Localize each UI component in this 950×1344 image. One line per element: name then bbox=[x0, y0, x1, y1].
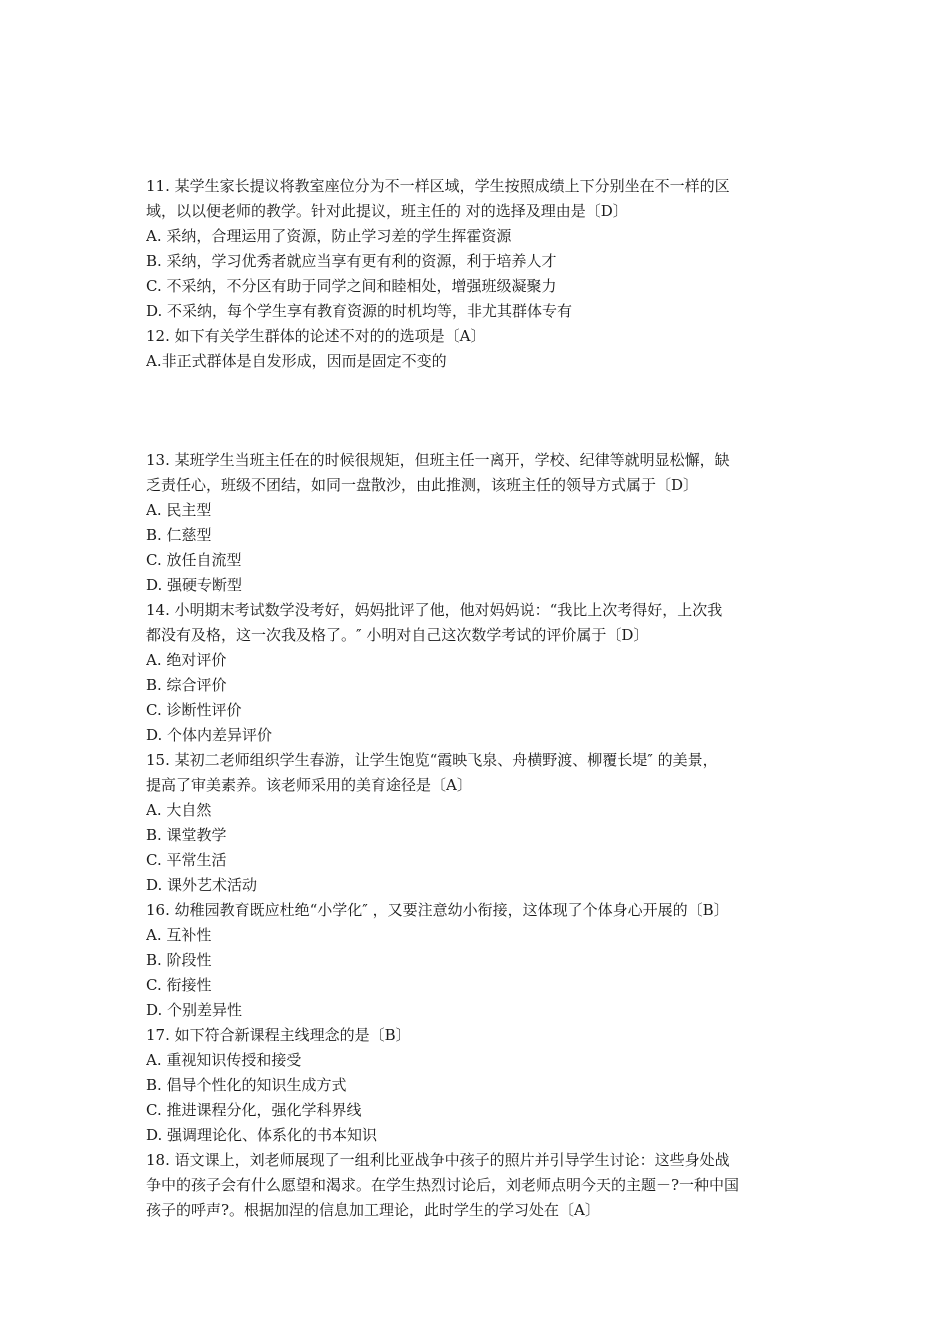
q16-stem: 16. 幼稚园教育既应杜绝“小学化″ ，又要注意幼小衔接，这体现了个体身心开展的〔B〕 bbox=[146, 901, 729, 919]
q17-option-d: D. 强调理论化、体系化的书本知识 bbox=[146, 1126, 378, 1144]
q14-option-b: B. 综合评价 bbox=[146, 676, 227, 694]
q15-stem-line-1: 15. 某初二老师组织学生春游，让学生饱览“霞映飞泉、舟横野渡、柳覆长堤″ 的美景， bbox=[146, 751, 718, 769]
q13-option-c: C. 放任自流型 bbox=[146, 551, 242, 569]
q15-option-c: C. 平常生活 bbox=[146, 851, 227, 869]
q14-stem-line-1: 14. 小明期末考试数学没考好，妈妈批评了他，他对妈妈说：“我比上次考得好，上次我 bbox=[146, 601, 723, 619]
q13-stem-line-1: 13. 某班学生当班主任在的时候很规矩，但班主任一离开，学校、纪律等就明显松懈，缺 bbox=[146, 451, 730, 469]
q11-option-b: B. 采纳，学习优秀者就应当享有更有利的资源，利于培养人才 bbox=[146, 252, 557, 270]
q13-option-b: B. 仁慈型 bbox=[146, 526, 212, 544]
q15-option-b: B. 课堂教学 bbox=[146, 826, 227, 844]
q14-stem-line-2: 都没有及格，这一次我及格了。″ 小明对自己这次数学考试的评价属于〔D〕 bbox=[146, 626, 649, 644]
question-block-13-18 bbox=[146, 448, 816, 1223]
q18-stem-line-1: 18. 语文课上，刘老师展现了一组利比亚战争中孩子的照片并引导学生讨论：这些身处战 bbox=[146, 1151, 730, 1169]
q18-stem-line-3: 孩子的呼声?。根据加涅的信息加工理论，此时学生的学习处在〔A〕 bbox=[146, 1201, 600, 1219]
q14-option-c: C. 诊断性评价 bbox=[146, 701, 242, 719]
q14-option-d: D. 个体内差异评价 bbox=[146, 726, 273, 744]
q15-stem-line-2: 提高了审美素养。该老师采用的美育途径是〔A〕 bbox=[146, 776, 472, 794]
q13-option-d: D. 强硬专断型 bbox=[146, 576, 243, 594]
q15-option-d: D. 课外艺术活动 bbox=[146, 876, 258, 894]
q13-stem-line-2: 乏责任心，班级不团结，如同一盘散沙，由此推测，该班主任的领导方式属于〔D〕 bbox=[146, 476, 699, 494]
q15-option-a: A. 大自然 bbox=[146, 801, 212, 819]
q16-option-d: D. 个别差异性 bbox=[146, 1001, 243, 1019]
q13-option-a: A. 民主型 bbox=[146, 501, 212, 519]
question-block-11-12 bbox=[146, 174, 816, 374]
q11-stem-line-2: 域，以以便老师的教学。针对此提议，班主任的 对的选择及理由是〔D〕 bbox=[146, 202, 628, 220]
q11-option-a: A. 采纳，合理运用了资源，防止学习差的学生挥霍资源 bbox=[146, 227, 512, 245]
q11-option-d: D. 不采纳，每个学生享有教育资源的时机均等，非尤其群体专有 bbox=[146, 302, 573, 320]
q12-option-a: A.非正式群体是自发形成，因而是固定不变的 bbox=[146, 352, 447, 370]
q17-option-c: C. 推进课程分化，强化学科界线 bbox=[146, 1101, 362, 1119]
q14-option-a: A. 绝对评价 bbox=[146, 651, 227, 669]
q11-option-c: C. 不采纳，不分区有助于同学之间和睦相处，增强班级凝聚力 bbox=[146, 277, 557, 295]
q17-option-b: B. 倡导个性化的知识生成方式 bbox=[146, 1076, 347, 1094]
q17-stem: 17. 如下符合新课程主线理念的是〔B〕 bbox=[146, 1026, 411, 1044]
q17-option-a: A. 重视知识传授和接受 bbox=[146, 1051, 302, 1069]
q18-stem-line-2: 争中的孩子会有什么愿望和渴求。在学生热烈讨论后，刘老师点明今天的主题－?一种中国 bbox=[146, 1176, 740, 1194]
q16-option-c: C. 衔接性 bbox=[146, 976, 212, 994]
q11-stem-line-1: 11. 某学生家长提议将教室座位分为不一样区域，学生按照成绩上下分别坐在不一样的区 bbox=[146, 177, 730, 195]
q12-stem: 12. 如下有关学生群体的论述不对的的选项是〔A〕 bbox=[146, 327, 486, 345]
q16-option-a: A. 互补性 bbox=[146, 926, 212, 944]
q16-option-b: B. 阶段性 bbox=[146, 951, 212, 969]
